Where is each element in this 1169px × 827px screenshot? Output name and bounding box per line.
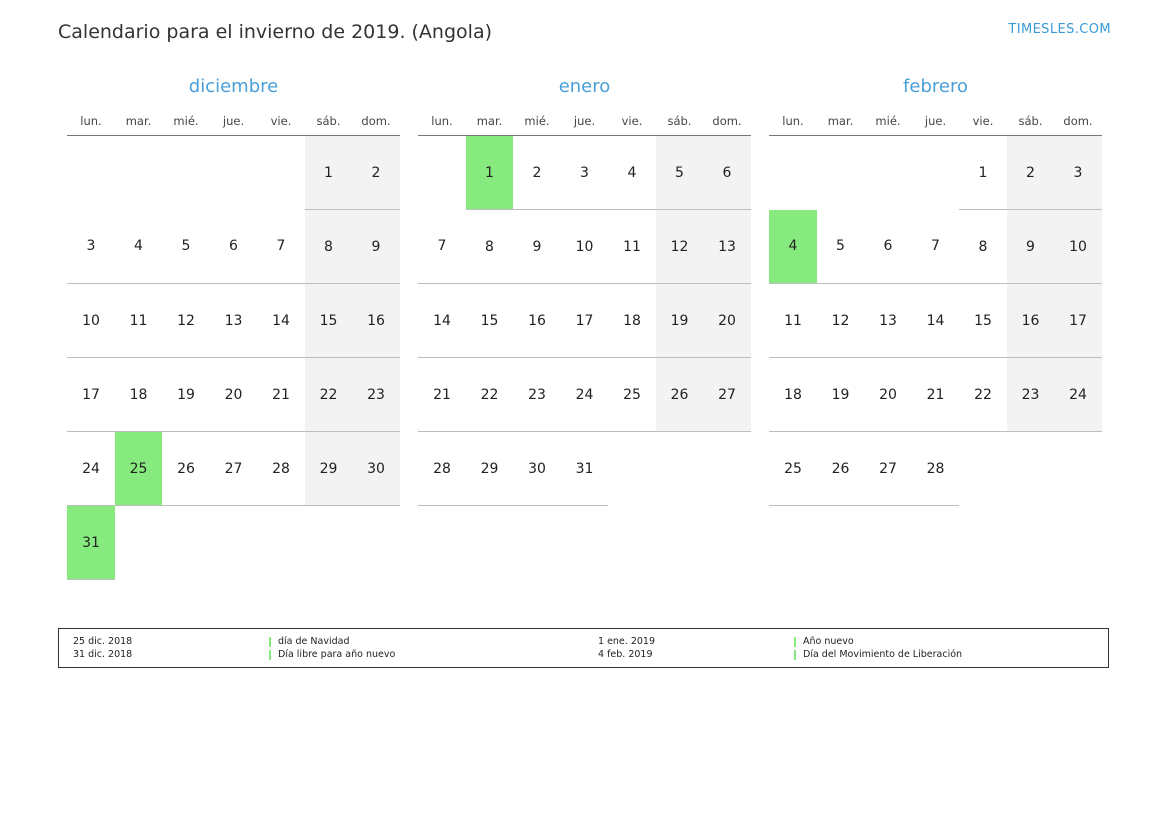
legend-date: 31 dic. 2018 [73, 649, 133, 660]
weekday-header: sáb. [305, 107, 353, 136]
day-cell[interactable]: 18 [115, 358, 163, 432]
empty-cell [912, 136, 960, 210]
empty-cell [210, 136, 258, 210]
weekday-header: vie. [959, 107, 1007, 136]
empty-cell [257, 136, 305, 210]
day-cell-holiday[interactable]: 1 [466, 136, 514, 210]
weekday-header: lun. [67, 107, 115, 136]
weekday-header: dom. [703, 107, 751, 136]
week-row [67, 506, 400, 580]
week-row [769, 136, 1102, 210]
day-cell[interactable]: 4 [608, 136, 656, 210]
weekday-header: jue. [912, 107, 960, 136]
legend-color-swatch [269, 650, 271, 660]
day-cell[interactable]: 19 [656, 284, 704, 358]
empty-cell [959, 432, 1007, 506]
day-cell[interactable]: 29 [305, 432, 353, 506]
legend-label: Año nuevo [803, 636, 854, 647]
week-row [418, 358, 751, 432]
legend-color-swatch [794, 637, 796, 647]
calendar-months [58, 76, 1111, 580]
empty-cell [703, 432, 751, 506]
weekday-header-row [67, 107, 400, 136]
day-cell[interactable]: 4 [115, 210, 163, 284]
legend-entry [269, 635, 584, 648]
day-cell[interactable]: 1 [305, 136, 353, 210]
empty-cell [817, 136, 865, 210]
day-cell[interactable]: 21 [257, 358, 305, 432]
day-cell[interactable]: 8 [959, 210, 1007, 284]
day-cell[interactable]: 28 [257, 432, 305, 506]
legend-group [59, 629, 584, 667]
weekday-header: mar. [817, 107, 865, 136]
day-cell[interactable]: 25 [608, 358, 656, 432]
day-cell[interactable]: 10 [1054, 210, 1102, 284]
day-cell[interactable]: 13 [864, 284, 912, 358]
month-grid [418, 107, 751, 506]
week-row [418, 284, 751, 358]
weekday-header: vie. [608, 107, 656, 136]
legend-group [584, 629, 1109, 667]
day-cell[interactable]: 17 [561, 284, 609, 358]
day-cell[interactable]: 11 [608, 210, 656, 284]
day-cell[interactable]: 23 [1007, 358, 1055, 432]
day-cell[interactable]: 27 [703, 358, 751, 432]
page-header [58, 18, 1111, 50]
day-cell[interactable]: 17 [1054, 284, 1102, 358]
day-cell[interactable]: 9 [352, 210, 400, 284]
day-cell[interactable]: 19 [162, 358, 210, 432]
day-cell[interactable]: 14 [257, 284, 305, 358]
day-cell[interactable]: 24 [561, 358, 609, 432]
empty-cell [257, 506, 305, 580]
day-cell[interactable]: 2 [513, 136, 561, 210]
weekday-header: lun. [769, 107, 817, 136]
week-row [67, 358, 400, 432]
day-cell[interactable]: 7 [257, 210, 305, 284]
day-cell[interactable]: 20 [864, 358, 912, 432]
day-cell[interactable]: 24 [67, 432, 115, 506]
empty-cell [1054, 432, 1102, 506]
day-cell[interactable]: 30 [513, 432, 561, 506]
weekday-header: mar. [115, 107, 163, 136]
empty-cell [115, 506, 163, 580]
day-cell[interactable]: 18 [769, 358, 817, 432]
legend-color-swatch [269, 637, 271, 647]
day-cell[interactable]: 26 [817, 432, 865, 506]
legend-entry [269, 648, 584, 661]
day-cell[interactable]: 19 [817, 358, 865, 432]
day-cell[interactable]: 5 [817, 210, 865, 284]
day-cell[interactable]: 5 [162, 210, 210, 284]
day-cell[interactable]: 24 [1054, 358, 1102, 432]
day-cell[interactable]: 1 [959, 136, 1007, 210]
empty-cell [305, 506, 353, 580]
week-row [67, 432, 400, 506]
day-cell[interactable]: 15 [959, 284, 1007, 358]
month-diciembre [58, 76, 409, 580]
day-cell[interactable]: 12 [656, 210, 704, 284]
legend-entry [794, 648, 1109, 661]
week-row [418, 210, 751, 284]
day-cell[interactable]: 14 [912, 284, 960, 358]
day-cell[interactable]: 29 [466, 432, 514, 506]
empty-cell [864, 136, 912, 210]
weekday-header: sáb. [656, 107, 704, 136]
day-cell[interactable]: 23 [352, 358, 400, 432]
day-cell[interactable]: 5 [656, 136, 704, 210]
day-cell[interactable]: 26 [162, 432, 210, 506]
legend [58, 628, 1109, 668]
day-cell[interactable]: 13 [703, 210, 751, 284]
day-cell[interactable]: 12 [817, 284, 865, 358]
weekday-header: mar. [466, 107, 514, 136]
day-cell[interactable]: 22 [305, 358, 353, 432]
empty-cell [210, 506, 258, 580]
day-cell-holiday[interactable]: 4 [769, 210, 817, 284]
day-cell[interactable]: 18 [608, 284, 656, 358]
day-cell[interactable]: 10 [561, 210, 609, 284]
week-row [769, 284, 1102, 358]
page-title: Calendario para el invierno de 2019. (Angola) [58, 21, 492, 43]
brand-link[interactable]: TIMESLES.COM [1008, 22, 1111, 37]
empty-cell [418, 136, 466, 210]
day-cell[interactable]: 3 [1054, 136, 1102, 210]
day-cell[interactable]: 20 [210, 358, 258, 432]
weekday-header-row [418, 107, 751, 136]
day-cell-holiday[interactable]: 31 [67, 506, 115, 580]
week-row [769, 210, 1102, 284]
week-row [418, 136, 751, 210]
day-cell[interactable]: 26 [656, 358, 704, 432]
day-cell[interactable]: 8 [305, 210, 353, 284]
weekday-header: mié. [864, 107, 912, 136]
legend-label: día de Navidad [278, 636, 350, 647]
day-cell[interactable]: 7 [912, 210, 960, 284]
month-title: diciembre [188, 76, 279, 97]
day-cell[interactable]: 31 [561, 432, 609, 506]
day-cell[interactable]: 3 [561, 136, 609, 210]
day-cell[interactable]: 16 [1007, 284, 1055, 358]
month-grid [67, 107, 400, 580]
empty-cell [115, 136, 163, 210]
legend-color-swatch [794, 650, 796, 660]
weekday-header-row [769, 107, 1102, 136]
day-cell[interactable]: 20 [703, 284, 751, 358]
legend-label: Día del Movimiento de Liberación [803, 649, 963, 660]
legend-dates [59, 635, 269, 661]
day-cell[interactable]: 10 [67, 284, 115, 358]
day-cell[interactable]: 9 [513, 210, 561, 284]
day-cell[interactable]: 11 [115, 284, 163, 358]
weekday-header: mié. [162, 107, 210, 136]
day-cell[interactable]: 16 [513, 284, 561, 358]
day-cell[interactable]: 22 [959, 358, 1007, 432]
empty-cell [656, 432, 704, 506]
weekday-header: dom. [1054, 107, 1102, 136]
day-cell[interactable]: 6 [210, 210, 258, 284]
month-febrero [760, 76, 1111, 580]
day-cell[interactable]: 23 [513, 358, 561, 432]
week-row [67, 136, 400, 210]
day-cell[interactable]: 28 [912, 432, 960, 506]
empty-cell [608, 432, 656, 506]
weekday-header: mié. [513, 107, 561, 136]
legend-date: 1 ene. 2019 [598, 636, 655, 647]
day-cell-holiday[interactable]: 25 [115, 432, 163, 506]
day-cell[interactable]: 2 [1007, 136, 1055, 210]
empty-cell [769, 136, 817, 210]
day-cell[interactable]: 27 [864, 432, 912, 506]
month-grid [769, 107, 1102, 506]
day-cell[interactable]: 30 [352, 432, 400, 506]
week-row [769, 432, 1102, 506]
day-cell[interactable]: 27 [210, 432, 258, 506]
day-cell[interactable]: 15 [466, 284, 514, 358]
day-cell[interactable]: 17 [67, 358, 115, 432]
week-row [418, 432, 751, 506]
week-row [67, 284, 400, 358]
legend-date: 25 dic. 2018 [73, 636, 133, 647]
day-cell[interactable]: 14 [418, 284, 466, 358]
legend-names [794, 635, 1109, 661]
month-title: enero [558, 76, 611, 97]
month-enero [409, 76, 760, 580]
day-cell[interactable]: 13 [210, 284, 258, 358]
day-cell[interactable]: 7 [418, 210, 466, 284]
day-cell[interactable]: 6 [864, 210, 912, 284]
day-cell[interactable]: 9 [1007, 210, 1055, 284]
day-cell[interactable]: 21 [418, 358, 466, 432]
legend-entry [794, 635, 1109, 648]
legend-label: Día libre para año nuevo [278, 649, 396, 660]
empty-cell [67, 136, 115, 210]
day-cell[interactable]: 6 [703, 136, 751, 210]
month-title: febrero [903, 76, 968, 97]
empty-cell [162, 136, 210, 210]
day-cell[interactable]: 8 [466, 210, 514, 284]
day-cell[interactable]: 25 [769, 432, 817, 506]
day-cell[interactable]: 2 [352, 136, 400, 210]
day-cell[interactable]: 11 [769, 284, 817, 358]
day-cell[interactable]: 28 [418, 432, 466, 506]
day-cell[interactable]: 15 [305, 284, 353, 358]
empty-cell [352, 506, 400, 580]
weekday-header: jue. [210, 107, 258, 136]
weekday-header: dom. [352, 107, 400, 136]
weekday-header: sáb. [1007, 107, 1055, 136]
legend-date: 4 feb. 2019 [598, 649, 653, 660]
week-row [769, 358, 1102, 432]
day-cell[interactable]: 21 [912, 358, 960, 432]
day-cell[interactable]: 12 [162, 284, 210, 358]
weekday-header: lun. [418, 107, 466, 136]
empty-cell [162, 506, 210, 580]
weekday-header: vie. [257, 107, 305, 136]
day-cell[interactable]: 16 [352, 284, 400, 358]
legend-dates [584, 635, 794, 661]
day-cell[interactable]: 3 [67, 210, 115, 284]
week-row [67, 210, 400, 284]
weekday-header: jue. [561, 107, 609, 136]
day-cell[interactable]: 22 [466, 358, 514, 432]
empty-cell [1007, 432, 1055, 506]
legend-names [269, 635, 584, 661]
